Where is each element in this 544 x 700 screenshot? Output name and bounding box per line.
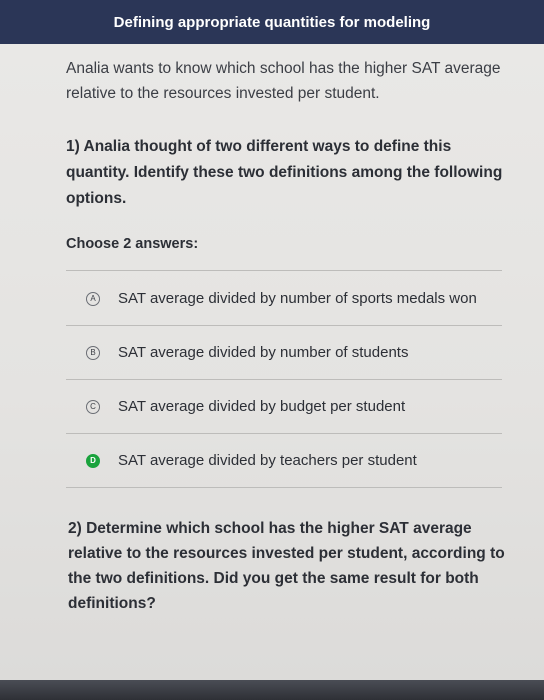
option-a[interactable]: [66, 272, 502, 326]
option-b[interactable]: [66, 326, 502, 380]
answer-options: [66, 272, 502, 488]
page-header: [0, 0, 544, 44]
exercise-content: [0, 44, 544, 680]
option-c[interactable]: [66, 380, 502, 434]
option-d[interactable]: [66, 434, 502, 488]
option-c-radio[interactable]: C: [86, 400, 100, 414]
choose-instruction: Choose 2 answers:: [66, 236, 199, 252]
option-a-label: SAT average divided by number of sports medals won: [118, 290, 477, 307]
question-2-prompt: 2) Determine which school has the higher SAT average relative to the resources invested per student, according to the two definitions. Did you get the same result for both definitions?: [68, 520, 505, 612]
option-a-radio[interactable]: A: [86, 292, 100, 306]
problem-intro: Analia wants to know which school has the higher SAT average relative to the resources invested per student.: [66, 60, 501, 102]
option-c-label: SAT average divided by budget per student: [118, 398, 406, 415]
option-b-label: SAT average divided by number of students: [118, 344, 409, 361]
option-b-radio[interactable]: B: [86, 346, 100, 360]
page-title: Defining appropriate quantities for modeling: [113, 13, 431, 31]
bottom-bar: [0, 680, 544, 700]
option-d-label: SAT average divided by teachers per student: [118, 452, 417, 469]
option-d-radio[interactable]: D: [86, 454, 100, 468]
options-top-divider: [66, 270, 502, 271]
question-1-prompt: 1) Analia thought of two different ways to define this quantity. Identify these two definitions among the following options.: [66, 138, 503, 207]
